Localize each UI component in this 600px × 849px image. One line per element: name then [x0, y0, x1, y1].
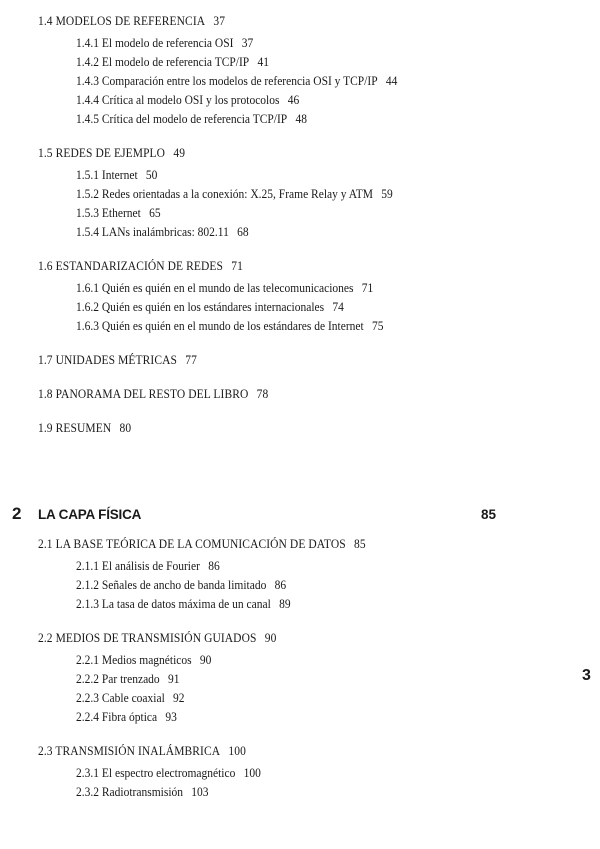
toc-entry-title: 1.9 RESUMEN [38, 421, 112, 435]
toc-subsection [76, 93, 299, 108]
toc-subsection [76, 281, 373, 296]
toc-subsection [76, 710, 177, 725]
toc-section [38, 631, 276, 646]
chapter-number: 2 [12, 504, 22, 523]
toc-subsection [76, 672, 179, 687]
toc-entry-page: 86 [274, 578, 287, 592]
toc-entry-page: 48 [295, 112, 307, 126]
toc-section [38, 537, 366, 552]
toc-entry-page: 78 [256, 387, 269, 401]
toc-entry-page: 50 [145, 168, 158, 182]
toc-subsection [76, 785, 209, 800]
toc-entry-title: 1.5 REDES DE EJEMPLO [38, 146, 166, 160]
toc-subsection [76, 578, 286, 593]
toc-subsection [76, 319, 384, 334]
toc-entry-title: 1.4.2 El modelo de referencia TCP/IP [76, 55, 250, 69]
toc-entry-title: 2.2.1 Medios magnéticos [76, 653, 192, 667]
toc-section [38, 14, 225, 29]
toc-entry-title: 1.4.5 Crítica del modelo de referencia TCP/IP [76, 112, 288, 126]
toc-entry-page: 71 [231, 259, 243, 273]
toc-entry-title: 1.4 MODELOS DE REFERENCIA [38, 14, 206, 28]
toc-entry-page: 49 [173, 146, 186, 160]
toc-entry-page: 41 [257, 55, 269, 69]
toc-section [38, 146, 185, 161]
toc-entry-title: 2.1.3 La tasa de datos máxima de un canal [76, 597, 271, 611]
toc-subsection [76, 206, 161, 221]
toc-entry-title: 2.2.2 Par trenzado [76, 672, 160, 686]
toc-entry-title: 2.2.3 Cable coaxial [76, 691, 165, 705]
toc-entry-page: 71 [361, 281, 374, 295]
toc-subsection [76, 691, 185, 706]
toc-entry-page: 91 [167, 672, 180, 686]
toc-entry-title: 2.3 TRANSMISIÓN INALÁMBRICA [38, 744, 221, 758]
toc-entry-title: 2.1.2 Señales de ancho de banda limitado [76, 578, 267, 592]
toc-section [38, 387, 268, 402]
toc-entry-page: 37 [241, 36, 254, 50]
toc-entry-title: 1.6.2 Quién es quién en los estándares internacionales [76, 300, 325, 314]
toc-subsection [76, 597, 291, 612]
toc-subsection [76, 55, 269, 70]
toc-subsection [76, 225, 249, 240]
toc-entry-title: 1.5.3 Ethernet [76, 206, 141, 220]
toc-section [38, 353, 197, 368]
toc-entry-page: 85 [353, 537, 366, 551]
toc-entry-page: 74 [332, 300, 344, 314]
toc-section [38, 744, 246, 759]
toc-entry-page: 90 [264, 631, 277, 645]
toc-entry-title: 1.6.1 Quién es quién en el mundo de las telecomunicaciones [76, 281, 354, 295]
toc-entry-title: 2.3.1 El espectro electromagnético [76, 766, 236, 780]
toc-entry-page: 77 [185, 353, 197, 367]
toc-subsection [76, 112, 307, 127]
toc-subsection [76, 300, 344, 315]
toc-entry-title: 1.8 PANORAMA DEL RESTO DEL LIBRO [38, 387, 249, 401]
toc-entry-title: 2.2.4 Fibra óptica [76, 710, 158, 724]
chapter-title: LA CAPA FÍSICA [38, 507, 142, 522]
toc-entry-title: 1.4.1 El modelo de referencia OSI [76, 36, 234, 50]
toc-entry-title: 1.4.4 Crítica al modelo OSI y los protocolos [76, 93, 280, 107]
chapter-page: 85 [481, 507, 497, 522]
toc-entry-page: 89 [279, 597, 291, 611]
toc-entry-title: 2.3.2 Radiotransmisión [76, 785, 184, 799]
toc-subsection [76, 74, 397, 89]
toc-entry-page: 92 [173, 691, 185, 705]
toc-entry-title: 1.4.3 Comparación entre los modelos de referencia OSI y TCP/IP [76, 74, 378, 88]
toc-entry-title: 1.7 UNIDADES MÉTRICAS [38, 353, 177, 367]
toc-entry-title: 1.6 ESTANDARIZACIÓN DE REDES [38, 259, 224, 273]
toc-entry-page: 86 [208, 559, 220, 573]
toc-entry-page: 90 [199, 653, 212, 667]
toc-entry-title: 1.6.3 Quién es quién en el mundo de los estándares de Internet [76, 319, 364, 333]
toc-entry-title: 2.1.1 El análisis de Fourier [76, 559, 200, 573]
toc-entry-title: 2.1 LA BASE TEÓRICA DE LA COMUNICACIÓN DE DATOS [38, 537, 346, 551]
toc-subsection [76, 168, 157, 183]
toc-entry-page: 80 [119, 421, 132, 435]
toc-entry-page: 75 [372, 319, 384, 333]
toc-entry-page: 100 [243, 766, 261, 780]
toc-subsection [76, 653, 211, 668]
toc-entry-title: 1.5.2 Redes orientadas a la conexión: X.25, Frame Relay y ATM [76, 187, 374, 201]
toc-entry-title: 2.2 MEDIOS DE TRANSMISIÓN GUIADOS [38, 631, 257, 645]
toc-entry-page: 59 [381, 187, 393, 201]
toc-section [38, 421, 131, 436]
side-chapter-number: 3 [582, 667, 591, 684]
toc-entry-title: 1.5.1 Internet [76, 168, 138, 182]
toc-subsection [76, 36, 253, 51]
toc-entry-page: 37 [213, 14, 226, 28]
toc-entry-page: 93 [165, 710, 177, 724]
toc-entry-page: 68 [237, 225, 249, 239]
toc-section [38, 259, 243, 274]
toc-entry-page: 100 [228, 744, 246, 758]
toc-subsection [76, 766, 261, 781]
toc-entry-page: 46 [287, 93, 300, 107]
toc-entry-page: 103 [191, 785, 209, 799]
toc-subsection [76, 187, 393, 202]
toc-entry-title: 1.5.4 LANs inalámbricas: 802.11 [76, 225, 229, 239]
toc-entry-page: 44 [385, 74, 398, 88]
toc-subsection [76, 559, 220, 574]
toc-entry-page: 65 [149, 206, 161, 220]
